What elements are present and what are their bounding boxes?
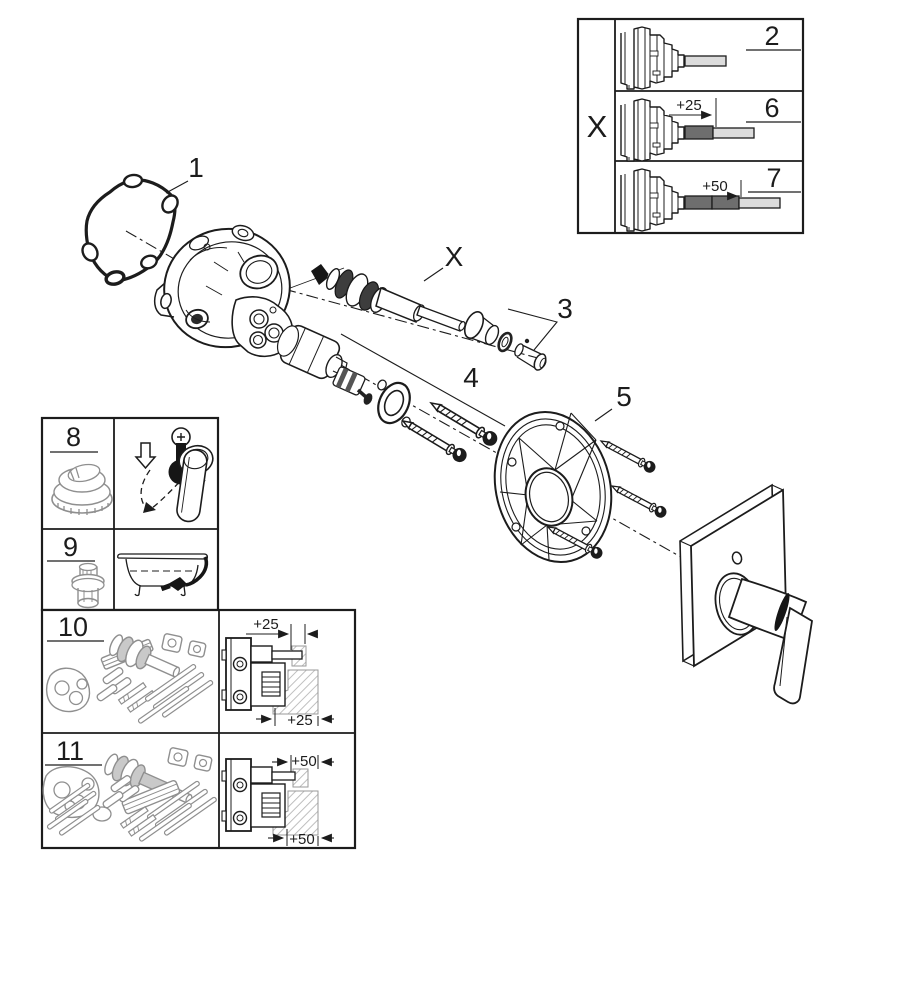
- panel-10-11: [42, 610, 355, 848]
- extension-50-piece-a: [685, 196, 712, 209]
- variant-label-6: 6: [764, 93, 780, 123]
- trim-plate-and-handle: [680, 485, 812, 703]
- retainer-clamp: [47, 668, 90, 711]
- spindle-standard: [685, 56, 726, 66]
- variant-label-2: 2: [764, 21, 780, 51]
- valve-body: [153, 217, 301, 359]
- panel-8-9: [42, 418, 218, 610]
- spindle-50: [739, 198, 780, 208]
- spindle-25: [713, 128, 754, 138]
- seal-gasket: [80, 174, 181, 286]
- dim-25-bottom: +25: [287, 712, 313, 729]
- label-cartridge-x: X: [444, 241, 464, 272]
- label-part-4: 4: [463, 362, 479, 393]
- variants-panel: [578, 19, 803, 233]
- cartridge-x: [311, 264, 466, 331]
- label-panel-10: 10: [58, 612, 89, 642]
- extension-50-piece-b: [712, 196, 739, 209]
- variant-dim-50: +50: [702, 178, 728, 195]
- variant-label-7: 7: [766, 163, 782, 193]
- dim-50-top: +50: [291, 753, 317, 770]
- label-part-5: 5: [616, 381, 632, 412]
- plate-screw: [609, 481, 667, 519]
- label-part-3: 3: [557, 293, 573, 324]
- variant-dim-25: +25: [676, 97, 702, 114]
- dim-25-top: +25: [253, 616, 279, 633]
- variant-group-label: X: [586, 109, 608, 144]
- label-panel-8: 8: [66, 422, 82, 452]
- mounting-plate-5: [479, 399, 626, 574]
- label-part-1: 1: [188, 152, 204, 183]
- spindle-section: [272, 772, 295, 780]
- extension-25-piece: [685, 126, 713, 139]
- spindle-section: [272, 651, 302, 659]
- dim-50-bottom: +50: [289, 831, 315, 848]
- label-panel-11: 11: [56, 736, 85, 766]
- label-panel-9: 9: [63, 532, 79, 562]
